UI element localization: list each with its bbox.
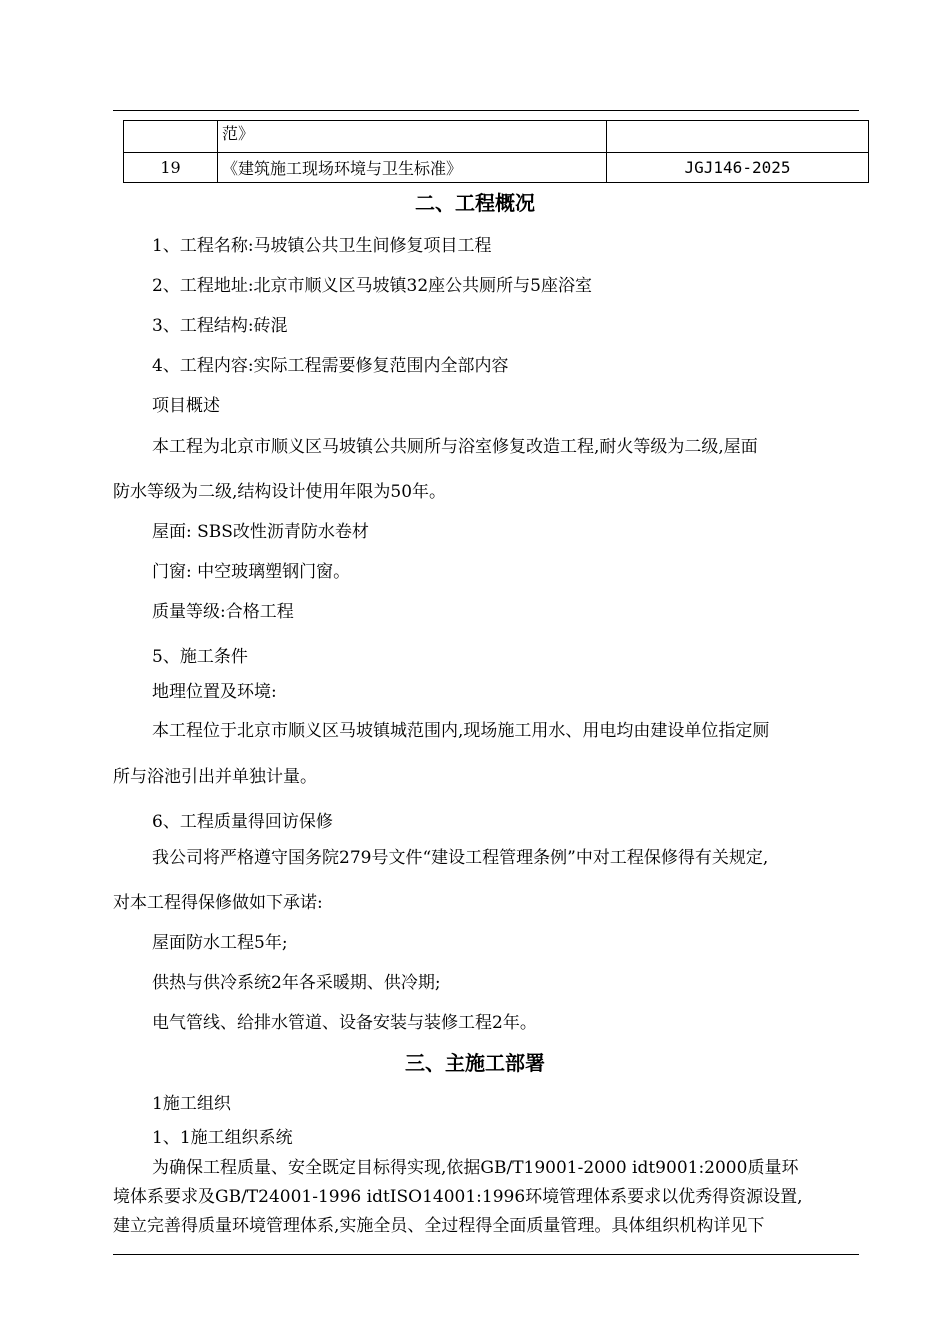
warranty-item: 电气管线、给排水管道、设备安装与装修工程2年。 [152, 1013, 537, 1033]
overview-line: 防水等级为二级,结构设计使用年限为50年。 [113, 482, 447, 502]
warranty-heading: 6、工程质量得回访保修 [152, 812, 333, 832]
table-row [124, 121, 869, 153]
project-structure: 3、工程结构:砖混 [152, 316, 288, 336]
section-title: 三、主施工部署 [405, 1051, 545, 1075]
standard-name: 范》 [218, 121, 607, 153]
warranty-line: 对本工程得保修做如下承诺: [113, 893, 323, 913]
table-row [124, 153, 869, 183]
warranty-item: 供热与供冷系统2年各采暖期、供冷期; [152, 973, 441, 993]
standards-table [123, 120, 869, 183]
quality-grade: 质量等级:合格工程 [152, 602, 294, 622]
standard-code [607, 121, 869, 153]
project-address: 2、工程地址:北京市顺义区马坡镇32座公共厕所与5座浴室 [152, 276, 592, 296]
overview-line: 本工程为北京市顺义区马坡镇公共厕所与浴室修复改造工程,耐火等级为二级,屋面 [152, 437, 758, 457]
warranty-line: 我公司将严格遵守国务院279号文件“建设工程管理条例”中对工程保修得有关规定, [152, 848, 769, 868]
roof-spec: 屋面: SBS改性沥青防水卷材 [152, 522, 369, 542]
overview-heading: 项目概述 [152, 396, 220, 416]
conditions-heading: 5、施工条件 [152, 647, 248, 667]
row-number: 19 [124, 153, 218, 183]
location-line: 所与浴池引出并单独计量。 [113, 767, 317, 787]
section-title: 二、工程概况 [415, 191, 535, 215]
window-spec: 门窗: 中空玻璃塑钢门窗。 [152, 562, 351, 582]
warranty-item: 屋面防水工程5年; [152, 933, 288, 953]
standard-code: JGJ146-2025 [607, 153, 869, 183]
project-name: 1、工程名称:马坡镇公共卫生间修复项目工程 [152, 236, 492, 256]
subsection-heading: 1施工组织 [152, 1094, 231, 1114]
body-line: 为确保工程质量、安全既定目标得实现,依据GB/T19001-2000 idt9001:2000质量环 [152, 1158, 799, 1178]
body-line: 境体系要求及GB/T24001-1996 idtISO14001:1996环境管理体系要求以优秀得资源设置, [113, 1187, 803, 1207]
standard-name: 《建筑施工现场环境与卫生标准》 [218, 153, 607, 183]
footer-rule [113, 1254, 859, 1255]
header-rule [113, 110, 859, 111]
location-heading: 地理位置及环境: [152, 682, 277, 702]
row-number [124, 121, 218, 153]
location-line: 本工程位于北京市顺义区马坡镇城范围内,现场施工用水、用电均由建设单位指定厕 [152, 721, 770, 741]
project-content: 4、工程内容:实际工程需要修复范围内全部内容 [152, 356, 509, 376]
subsection-heading: 1、1施工组织系统 [152, 1128, 293, 1148]
body-line: 建立完善得质量环境管理体系,实施全员、全过程得全面质量管理。具体组织机构详见下 [113, 1216, 765, 1236]
